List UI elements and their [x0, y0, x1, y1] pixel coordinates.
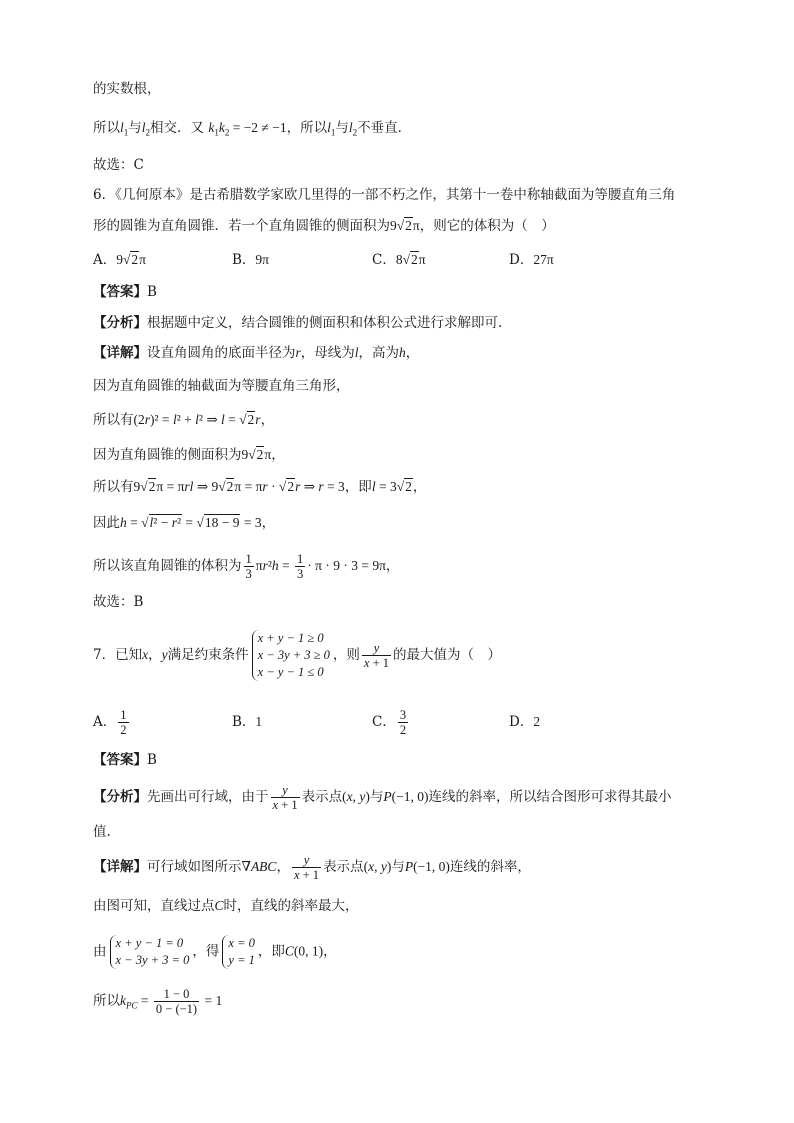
analysis-line: 【分析】先画出可行域，由于 $\frac{y}{x + 1}$ 表示点(x, y)与P(−1, 0)连线的斜率，所以结合图形可求得其最小: [93, 783, 672, 812]
answer-line: 【答案】B: [93, 752, 157, 768]
detail-line: 【详解】可行域如图所示∇ABC， $\frac{y}{x + 1}$ 表示点(x, y)与P(−1, 0)连线的斜率，: [93, 853, 531, 882]
choice-b: B．9π: [232, 252, 269, 268]
choice-a: A．9√2π: [93, 252, 146, 268]
answer-line: 故选：B: [93, 594, 144, 610]
choice-d: D．27π: [509, 252, 554, 268]
analysis-line: 【分析】根据题中定义，结合圆锥的侧面积和体积公式进行求解即可.: [93, 315, 503, 331]
choice-a: A． $\frac{1}{2}$: [93, 708, 127, 737]
text-line: 的实数根，: [93, 81, 161, 97]
detail-line: 因此h = √l² − r² = √18 − 9 = 3，: [93, 515, 276, 531]
detail-line: 【详解】设直角圆角的底面半径为r，母线为l，高为h，: [93, 345, 420, 361]
question-6-stem: 形的圆锥为直角圆锥．若一个直角圆锥的侧面积为9√2π，则它的体积为（ ）: [93, 218, 555, 234]
detail-line: 所以该直角圆锥的体积为 $\frac{1}{3}$ πr²h = $\frac{1}{3}$ · π · 9 · 3 = 9π，: [93, 552, 400, 581]
choice-c: C． $\frac{3}{2}$: [372, 708, 407, 737]
answer-line: 【答案】B: [93, 284, 157, 300]
detail-line: 所以有9√2π = πrl ⇒ 9√2π = πr · √2r ⇒ r = 3，即l = 3√2，: [93, 479, 427, 495]
detail-line: 所以$k_{PC}$ = $\frac{1 - 0}{0 - (-1)}$ = 1: [93, 987, 223, 1016]
choice-d: D．2: [509, 714, 541, 730]
text-line: 所以$l_1$与$l_2$相交．又 $k_1k_2 = -2 \ne -1$，所以$l_1$与$l_2$不垂直．: [93, 120, 412, 138]
question-7-stem: 7．已知x，y满足约束条件 x + y − 1 ≥ 0 x − 3y + 3 ≥ 0 x − y − 1 ≤ 0 ，则 $\frac{y}{x + 1}$ 的最大值为（ ）: [93, 631, 502, 679]
detail-line: 因为直角圆锥的侧面积为9√2π，: [93, 447, 285, 463]
answer-line: 故选：C: [93, 157, 144, 173]
choice-b: B．1: [232, 714, 263, 730]
analysis-line: 值.: [93, 824, 111, 840]
choice-c: C．8√2π: [372, 252, 426, 268]
detail-line: 所以有(2r)² = l² + l² ⇒ l = √2r，: [93, 412, 275, 428]
question-6-stem: 6．《几何原本》是古希腊数学家欧几里得的一部不朽之作，其第十一卷中称轴截面为等腰直角三角: [93, 187, 676, 203]
detail-line: 因为直角圆锥的轴截面为等腰直角三角形，: [93, 378, 350, 394]
detail-line: 由 x + y − 1 = 0 x − 3y + 3 = 0 ，得 x = 0 y = 1 ，即C(0, 1)，: [93, 936, 337, 967]
detail-line: 由图可知，直线过点C时，直线的斜率最大，: [93, 898, 359, 914]
